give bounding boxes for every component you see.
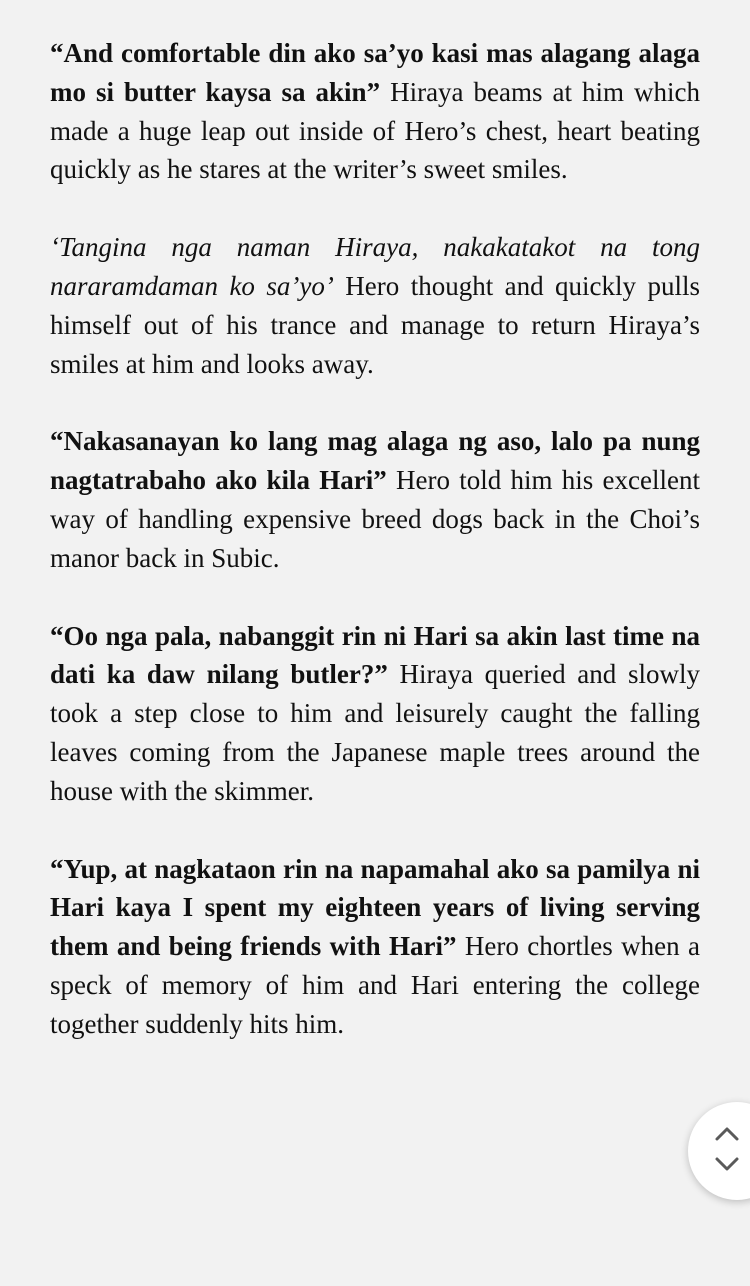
narration-text: Hiraya beams at him which made a huge leap out inside of Hero’s chest, heart beating quickly as he stares at the writer’s sweet smiles. (50, 76, 700, 185)
narration-text: Hero thought and quickly pulls himself out of his trance and manage to return Hiraya’s smiles at him and looks away. (50, 270, 700, 379)
article-body (50, 34, 700, 1083)
narration-text: Hiraya queried and slowly took a step close to him and leisurely caught the falling leaves coming from the Japanese maple trees around the house with the skimmer. (50, 659, 700, 806)
paragraph-1 (50, 34, 700, 189)
paragraph-3 (50, 422, 700, 577)
scroll-navigation-button[interactable] (688, 1102, 750, 1200)
dialogue-quote: “Yup, at nagkataon rin na napamahal ako sa pamilya ni Hari kaya I spent my eighteen years of living serving them and being friends with Hari” (50, 853, 700, 962)
chevron-down-icon[interactable] (714, 1154, 740, 1174)
paragraph-2 (50, 228, 700, 383)
dialogue-quote: “Nakasanayan ko lang mag alaga ng aso, lalo pa nung nagtatrabaho ako kila Hari” (50, 426, 700, 496)
chevron-up-icon[interactable] (714, 1124, 740, 1144)
paragraph-4 (50, 617, 700, 811)
dialogue-quote: “And comfortable din ako sa’yo kasi mas alagang alaga mo si butter kaysa sa akin” (50, 38, 700, 107)
narration-text: Hero told him his excellent way of handling expensive breed dogs back in the Choi’s manor back in Subic. (50, 465, 700, 573)
inner-thought: ‘Tangina nga naman Hiraya, nakakatakot na tong nararamdaman ko sa’yo’ (50, 232, 700, 301)
narration-text: Hero chortles when a speck of memory of him and Hari entering the college together suddenly hits him. (50, 931, 700, 1039)
paragraph-5 (50, 850, 700, 1044)
dialogue-quote: “Oo nga pala, nabanggit rin ni Hari sa akin last time na dati ka daw nilang butler?” (50, 620, 700, 690)
